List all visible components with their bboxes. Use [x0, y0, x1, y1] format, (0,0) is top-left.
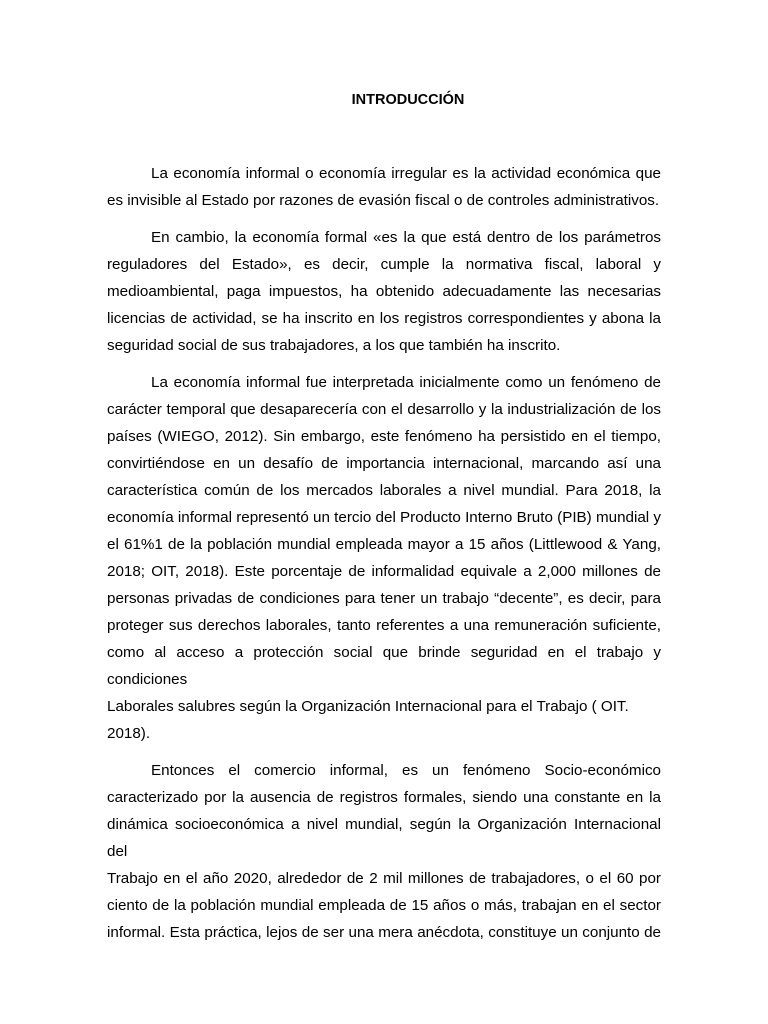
text-line: condiciones: [107, 671, 188, 688]
text-line: medioambiental, paga impuestos, ha obtenido adecuadamente las necesarias: [107, 283, 661, 300]
document-body: [107, 160, 661, 956]
text-line: En cambio, la economía formal «es la que está dentro de los parámetros: [151, 229, 661, 246]
paragraph-4: [107, 757, 661, 946]
text-line: economía informal representó un tercio del Producto Interno Bruto (PIB) mundial y: [107, 509, 661, 526]
paragraph-1: [107, 160, 661, 214]
text-line: licencias de actividad, se ha inscrito en los registros correspondientes y abona la: [107, 310, 661, 327]
text-line: informal. Esta práctica, lejos de ser una mera anécdota, constituye un conjunto de: [107, 924, 661, 941]
text-line: carácter temporal que desaparecería con el desarrollo y la industrialización de los: [107, 401, 661, 418]
text-line: es invisible al Estado por razones de evasión fiscal o de controles administrativos.: [107, 192, 660, 209]
text-line: ciento de la población mundial empleada de 15 años o más, trabajan en el sector: [107, 897, 661, 914]
paragraph-2: [107, 224, 661, 359]
document-title: INTRODUCCIÓN: [351, 92, 465, 108]
text-line: 2018).: [107, 725, 151, 742]
paragraph-3: [107, 369, 661, 747]
text-line: caracterizado por la ausencia de registros formales, siendo una constante en la: [107, 789, 661, 806]
text-line: personas privadas de condiciones para tener un trabajo “decente”, es decir, para: [107, 590, 661, 607]
text-line: característica común de los mercados laborales a nivel mundial. Para 2018, la: [107, 482, 661, 499]
text-line: como al acceso a protección social que brinde seguridad en el trabajo y: [107, 644, 661, 661]
text-line: La economía informal o economía irregular es la actividad económica que: [151, 165, 661, 182]
text-line: reguladores del Estado», es decir, cumple la normativa fiscal, laboral y: [107, 256, 661, 273]
text-line: el 61%1 de la población mundial empleada mayor a 15 años (Littlewood & Yang,: [107, 536, 661, 553]
text-line: convirtiéndose en un desafío de importancia internacional, marcando así una: [107, 455, 661, 472]
text-line: Laborales salubres según la Organización Internacional para el Trabajo ( OIT.: [107, 698, 629, 715]
text-line: seguridad social de sus trabajadores, a los que también ha inscrito.: [107, 337, 561, 354]
text-line: proteger sus derechos laborales, tanto referentes a una remuneración suficiente,: [107, 617, 661, 634]
text-line: Entonces el comercio informal, es un fenómeno Socio-económico: [151, 762, 661, 779]
text-line: Trabajo en el año 2020, alrededor de 2 mil millones de trabajadores, o el 60 por: [107, 870, 661, 887]
text-line: países (WIEGO, 2012). Sin embargo, este fenómeno ha persistido en el tiempo,: [107, 428, 661, 445]
text-line: La economía informal fue interpretada inicialmente como un fenómeno de: [151, 374, 661, 391]
text-line: dinámica socioeconómica a nivel mundial, según la Organización Internacional del: [107, 816, 661, 860]
text-line: 2018; OIT, 2018). Este porcentaje de informalidad equivale a 2,000 millones de: [107, 563, 661, 580]
